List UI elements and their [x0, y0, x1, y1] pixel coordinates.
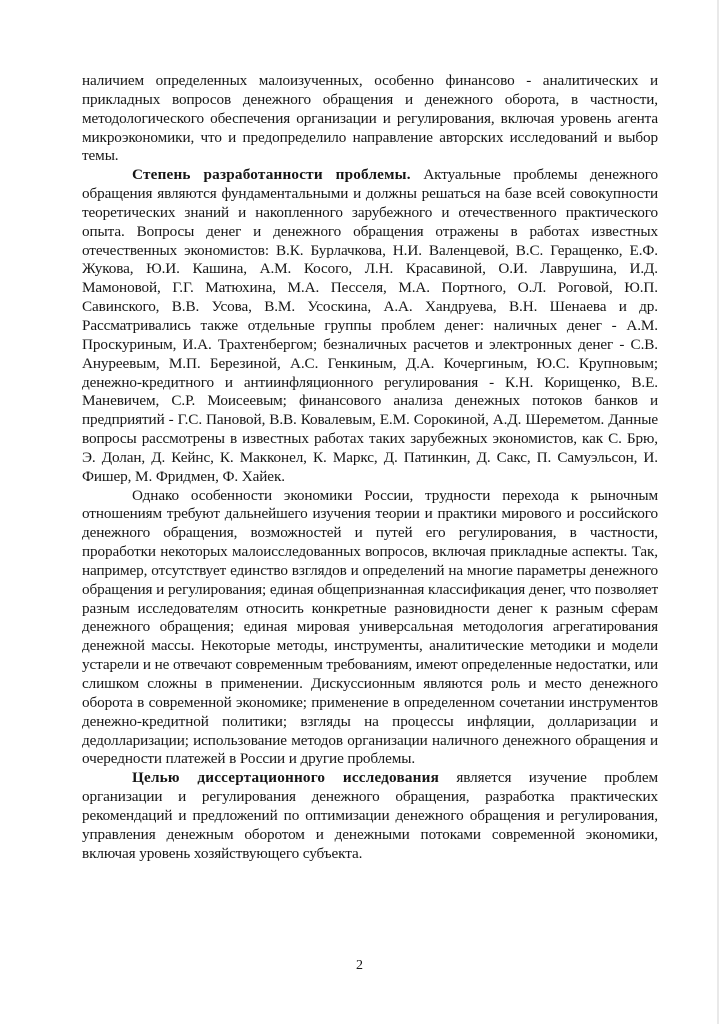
paragraph-development-degree [82, 166, 658, 486]
document-page [82, 72, 658, 863]
paragraph-text: Однако особенности экономики России, трудности перехода к рыночным отношениям требуют дальнейшего изучения теории и практики мирового и российского денежного обращения, возможностей и путей его регулирования, в частности, проработки некоторых малоисследованных вопросов, включая прикладные аспекты. Так, например, отсутствует единство взглядов и определений на многие параметры денежного обращения и регулирования; единая общепризнанная классификация денег, что позволяет разным исследователям относить конкретные разновидности денег к разным сферам денежного обращения; единая мировая универсальная методология агрегатирования денежной массы. Некоторые методы, инструменты, аналитические методики и модели устарели и не отвечают современным требованиям, имеют определенные недостатки, или слишком сложны в применении. Дискуссионным являются роль и место денежного оборота в современной экономике; применение в определенном сочетании инструментов денежно-кредитной политики; взгляды на процессы инфляции, долларизации и дедолларизации; использование методов организации наличного денежного обращения и очередности платежей в России и другие проблемы. [82, 486, 658, 768]
paragraph-continuation [82, 72, 658, 166]
paragraph-russia-features [82, 487, 658, 770]
paragraph-text: является изучение проблем организации и регулирования денежного обращения, разработка практических рекомендаций и предложений по оптимизации денежного обращения и регулирования, управления денежным оборотом и денежными потоками современной экономики, включая уровень хозяйствующего субъекта. [82, 769, 658, 862]
paragraph-text: Актуальные проблемы денежного обращения являются фундаментальными и должны решаться на базе всей совокупности теоретических знаний и накопленного зарубежного и отечественного практического опыта. Вопросы денег и денежного обращения отражены в работах известных отечественных экономистов: В.К. Бурлачкова, Н.И. Валенцевой, В.С. Геращенко, Е.Ф. Жукова, Ю.И. Кашина, А.М. Косого, Л.Н. Красавиной, О.И. Лаврушина, И.Д. Мамоновой, Г.Г. Матюхина, М.А. Песселя, М.А. Портного, О.Л. Роговой, Ю.П. Савинского, В.В. Усова, В.М. Усоскина, А.А. Хандруева, В.Н. Шенаева и др. Рассматривались также отдельные группы проблем денег: наличных денег - А.М. Проскуриным, И.А. Трахтенбергом; безналичных расчетов и электронных денег - С.В. Ануреевым, М.П. Березиной, А.С. Генкиным, Д.А. Кочергиным, Ю.С. Крупновым; денежно-кредитного и антиинфляционного регулирования - К.Н. Корищенко, В.Е. Маневичем, С.Р. Моисеевым; финансового анализа денежных потоков банков и предприятий - Г.С. Пановой, В.В. Ковалевым, Е.М. Сорокиной, А.Д. Шереметом. Данные вопросы рассмотрены в известных работах таких зарубежных экономистов, как С. Брю, Э. Долан, Д. Кейнс, К. Макконел, К. Маркс, Д. Патинкин, Д. Сакс, П. Самуэльсон, И. Фишер, М. Фридмен, Ф. Хайек. [82, 166, 658, 485]
page-number: 2 [356, 958, 363, 973]
paragraph-heading: Степень разработанности проблемы. [132, 166, 411, 184]
paragraph-heading: Целью диссертационного исследования [132, 769, 439, 787]
paragraph-research-goal [82, 769, 658, 863]
paragraph-text: наличием определенных малоизученных, особенно финансово - аналитических и прикладных вопросов денежного обращения и денежного оборота, в частности, методологического обеспечения организации и регулирования, включая уровень агента микроэкономики, что и предопределило направление авторских исследований и выбор темы. [82, 72, 658, 165]
